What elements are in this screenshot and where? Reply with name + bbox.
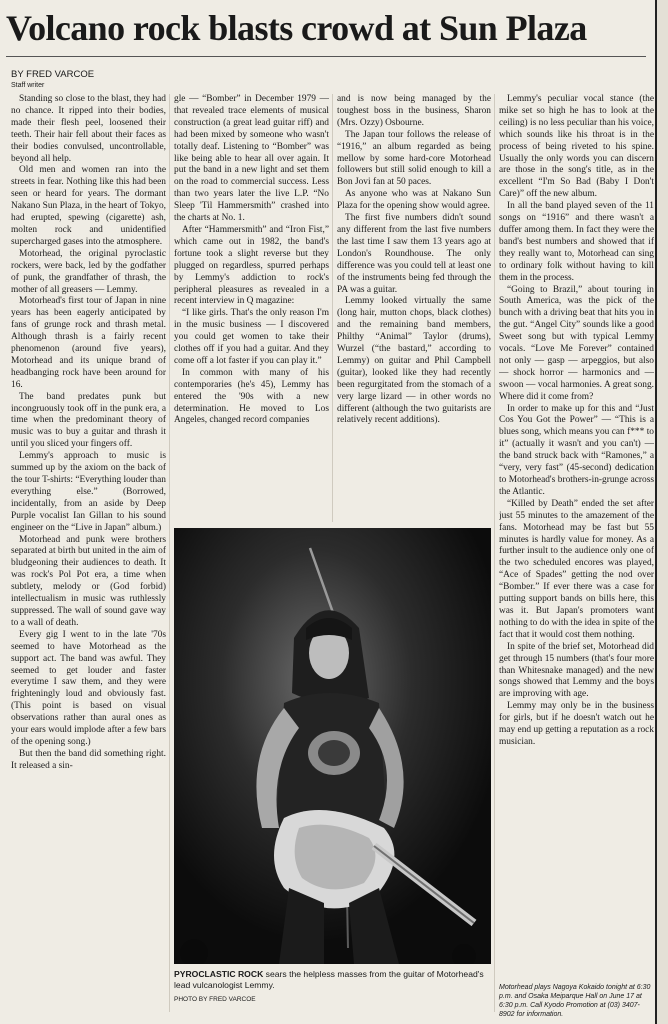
caption-lead: PYROCLASTIC ROCK: [174, 969, 264, 979]
paragraph: and is now being managed by the toughest boss in the business, Sharon (Mrs. Ozzy) Osbourne.: [337, 94, 491, 128]
paragraph: Lemmy may only be in the business for girls, but if he doesn't watch out he may end up getting a reputation as a rock musician.: [499, 701, 654, 747]
byline-role: Staff writer: [11, 82, 45, 89]
paragraph: “Killed by Death” ended the set after just 55 minutes to the amazement of the fans. Motorhead may be fast but 55 minutes is hardly value for money. As a further insult to the audience only one of the two scheduled encores was played, “Ace of Spades” getting the nod over “Bomber.” If ever there was a case for putting support bands on bills here, this was it. But Japan's promoters want nothing to do with the idea in spite of the fact that it would cost them nothing.: [499, 498, 654, 640]
column-rule: [332, 94, 333, 522]
paragraph: In common with many of his contemporaries (he's 45), Lemmy has entered the '90s with a new determination. He moved to Los Angeles, changed record companies: [174, 367, 329, 426]
headline: Volcano rock blasts crowd at Sun Plaza: [6, 8, 587, 48]
paragraph: “Going to Brazil,” about touring in South America, was the pick of the bunch with a driving beat that hits you in the gut. “Angel City” sounds like a good Sweet song but with typical Lemmy vocals. “Love Me Forever” contained not only — gasp — arpeggios, but also — shock horror — harmonics and — swoon — vocal harmonies. A great song. Where did it come from?: [499, 284, 654, 402]
paragraph: The first five numbers didn't sound any different from the last five numbers the last time I saw them 13 years ago at London's Roundhouse. The only difference was you could tell at least one of the instruments being fed through the PA was a guitar.: [337, 213, 491, 295]
headline-rule: [6, 56, 646, 57]
paragraph: In order to make up for this and “Just Cos You Got the Power” — “This is a blues song, which means you can f*** to it” (actually it wasn't and you can't) — the band struck back with “Ramones,” a “very, very fast” (45-second) dedication to Motorhead's brothers-in-grunge across the Atlantic.: [499, 403, 654, 497]
column-rule: [169, 94, 170, 1012]
column-rule: [494, 94, 495, 1012]
paragraph: Motorhead, the original pyroclastic rockers, were back, led by the godfather of punk, the grandfather of thrash, the mother of all greasers — Lemmy.: [11, 248, 166, 295]
paragraph: The Japan tour follows the release of “1916,” an album regarded as being mellow by some hard-core Motorhead followers but still solid enough to kill a Bon Jovi fan at 50 paces.: [337, 129, 491, 188]
paragraph: Old men and women ran into the streets in fear. Nothing like this had been seen or heard for years. The dormant Nakano Sun Plaza, in the heart of Tokyo, had erupted, spewing (cigarette) ash, molten rock and unidentified supercharged gases into the atmosphere.: [11, 165, 166, 247]
article-column-1: [11, 94, 166, 1012]
paragraph: Motorhead and punk were brothers separated at birth but united in the aim of bludgeoning their audiences to death. It was rock's Pol Pot era, a time when subtlety, melody or (God forbid) intellectualism in music was ruthlessly suppressed. The wall of sound gave way to a wall of death.: [11, 534, 166, 628]
photo-credit: PHOTO BY FRED VARCOE: [174, 996, 256, 1003]
byline: BY FRED VARCOE: [11, 69, 95, 80]
paragraph: gle — “Bomber” in December 1979 — that revealed trace elements of musical construction (a great lead guitar riff) and had been mixed by someone who wasn't totally deaf. Listening to “Bomber” was like being able to hear all over again. It put the band in a new light and set them on the road to commercial success. Less than two years later the live L.P. “No Sleep 'Til Hammersmith” crashed into the charts at No. 1.: [174, 94, 329, 224]
paragraph: Lemmy's peculiar vocal stance (the mike set so high he has to look at the ceiling) is no less peculiar than his voice, which sounds like his throat is in the process of being riveted to his spine. Usually the only words you can discern are those in the song's title, as in the excellent “I'm So Bad (Baby I Don't Care)” off the new album.: [499, 94, 654, 200]
performer-silhouette: [174, 528, 491, 964]
paragraph: In spite of the brief set, Motorhead did get through 15 numbers (that's four more than Whitesnake managed) and the new songs showed that Lemmy and the boys are improving with age.: [499, 641, 654, 700]
paragraph: “I like girls. That's the only reason I'm in the music business — I discovered you could get women to take their clothes off if you had a guitar. And they come off a lot faster if you can play it.”: [174, 308, 329, 366]
caption-text: sears the helpless masses from the guitar of Motorhead's lead vulcanologist Lemmy.: [174, 969, 484, 990]
page-edge-rule: [655, 0, 657, 1024]
paragraph: After “Hammersmith” and “Iron Fist,” which came out in 1982, the band's fortune took a slight reverse but they plugged on regardless, spurred perhaps by Lemmy's addiction to rock's peripheral pleasures as revealed in a recent interview in Q magazine:: [174, 224, 329, 307]
paragraph: Lemmy's approach to music is summed up by the axiom on the back of the tour T-shirts: “Everything louder than everything else.” (Borrowed, incidentally, from an aside by Deep Purple vocalist Ian Gillan to his sound engineer on the “Live in Japan” album.): [11, 451, 166, 533]
paragraph: In all the band played seven of the 11 songs on “1916” and there wasn't a duffer among them. In fact they were the band's best numbers and showed that if they really want to, Motorhead can sing to ordinary folk without having to kill them in the process.: [499, 201, 654, 283]
article-column-4: [499, 94, 654, 982]
paragraph: Motorhead's first tour of Japan in nine years has been eagerly anticipated by fans of grunge rock and thrash metal. Although thrash is a fairly recent phenomenon (around five years), Motorhead and its unique brand of headbanging rock have been around for 16.: [11, 296, 166, 390]
paragraph: Every gig I went to in the late '70s seemed to have Motorhead as the support act. The band was awful. They seemed to get louder and faster everytime I saw them, and they were frighteningly loud and obviously fast. (This point is based on visual observations rather than aural ones as your ears would implode after a few bars of the opening song.): [11, 629, 166, 747]
article-column-3: [337, 94, 491, 522]
paragraph: As anyone who was at Nakano Sun Plaza for the opening show would agree.: [337, 189, 491, 212]
concert-info: Motorhead plays Nagoya Kokaido tonight at 6:30 p.m. and Osaka Meiparque Hall on June 17 at 6:30 p.m. Call Kyodo Promotion at (03) 3407-8902 for information.: [499, 984, 651, 1018]
concert-photo: [174, 528, 491, 964]
paragraph: Standing so close to the blast, they had no chance. It ripped into their bodies, made their flesh peel, loosened their teeth. Their hair fell about their faces as their bodies convulsed, uncontrollable, beyond all help.: [11, 94, 166, 164]
article-column-2: [174, 94, 329, 522]
paragraph: Lemmy looked virtually the same (long hair, mutton chops, black clothes) and the remaining band members, Philthy “Animal” Taylor (drums), Wurzel (“the bastard,” according to Lemmy) on guitar and Phil Campbell (guitar), looked like they had recently been regurgitated from the stomach of a very large lizard — in other words no different (although the two guitarists are relatively recent additions).: [337, 296, 491, 426]
photo-caption: [174, 969, 491, 991]
adjacent-page-edge: [655, 0, 668, 1024]
paragraph: But then the band did something right. It released a sin-: [11, 748, 166, 771]
paragraph: The band predates punk but incongruously took off in the punk era, a time when the predominant theory of music was to buy a guitar and thrash it until you sliced your fingers off.: [11, 391, 166, 450]
